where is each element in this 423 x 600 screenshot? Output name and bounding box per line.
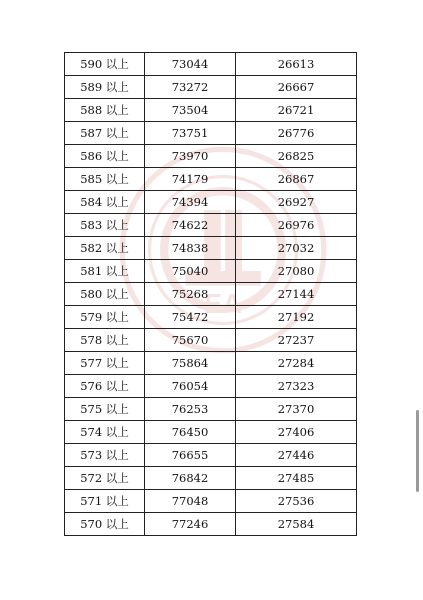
table-row <box>65 490 357 513</box>
table-row <box>65 122 357 145</box>
score-cell: 574 以上 <box>65 421 145 444</box>
cumulative-b-cell: 26721 <box>236 99 357 122</box>
score-cell: 577 以上 <box>65 352 145 375</box>
cumulative-a-cell: 76253 <box>145 398 236 421</box>
score-cell: 576 以上 <box>65 375 145 398</box>
table-row <box>65 283 357 306</box>
cumulative-a-cell: 75268 <box>145 283 236 306</box>
cumulative-b-cell: 26825 <box>236 145 357 168</box>
score-cell: 582 以上 <box>65 237 145 260</box>
table-row <box>65 76 357 99</box>
cumulative-b-cell: 27144 <box>236 283 357 306</box>
cumulative-a-cell: 73751 <box>145 122 236 145</box>
cumulative-b-cell: 27446 <box>236 444 357 467</box>
table-row <box>65 260 357 283</box>
table-row <box>65 191 357 214</box>
cumulative-a-cell: 76054 <box>145 375 236 398</box>
cumulative-b-cell: 27284 <box>236 352 357 375</box>
cumulative-a-cell: 77048 <box>145 490 236 513</box>
table-row <box>65 145 357 168</box>
cumulative-b-cell: 27192 <box>236 306 357 329</box>
cumulative-b-cell: 26667 <box>236 76 357 99</box>
score-cell: 580 以上 <box>65 283 145 306</box>
cumulative-b-cell: 27406 <box>236 421 357 444</box>
cumulative-a-cell: 76842 <box>145 467 236 490</box>
seal-letters: EA <box>204 288 242 319</box>
score-cell: 584 以上 <box>65 191 145 214</box>
score-cell: 571 以上 <box>65 490 145 513</box>
cumulative-a-cell: 77246 <box>145 513 236 536</box>
cumulative-b-cell: 27370 <box>236 398 357 421</box>
score-cell: 573 以上 <box>65 444 145 467</box>
cumulative-b-cell: 26927 <box>236 191 357 214</box>
cumulative-a-cell: 76450 <box>145 421 236 444</box>
table-row <box>65 99 357 122</box>
table-row <box>65 513 357 536</box>
score-table <box>64 52 357 536</box>
score-cell: 579 以上 <box>65 306 145 329</box>
cumulative-a-cell: 75670 <box>145 329 236 352</box>
score-cell: 578 以上 <box>65 329 145 352</box>
score-cell: 586 以上 <box>65 145 145 168</box>
cumulative-b-cell: 27536 <box>236 490 357 513</box>
table-row <box>65 398 357 421</box>
table-row <box>65 444 357 467</box>
table-row <box>65 352 357 375</box>
score-cell: 570 以上 <box>65 513 145 536</box>
cumulative-b-cell: 27032 <box>236 237 357 260</box>
cumulative-b-cell: 27485 <box>236 467 357 490</box>
cumulative-a-cell: 75040 <box>145 260 236 283</box>
cumulative-b-cell: 27237 <box>236 329 357 352</box>
table-row <box>65 329 357 352</box>
table-body <box>65 53 357 536</box>
cumulative-a-cell: 74394 <box>145 191 236 214</box>
cumulative-b-cell: 26976 <box>236 214 357 237</box>
cumulative-b-cell: 27584 <box>236 513 357 536</box>
cumulative-a-cell: 73272 <box>145 76 236 99</box>
score-cell: 588 以上 <box>65 99 145 122</box>
score-cell: 581 以上 <box>65 260 145 283</box>
table-row <box>65 375 357 398</box>
score-cell: 590 以上 <box>65 53 145 76</box>
cumulative-a-cell: 74179 <box>145 168 236 191</box>
cumulative-b-cell: 26776 <box>236 122 357 145</box>
score-cell: 572 以上 <box>65 467 145 490</box>
table-row <box>65 53 357 76</box>
table-row <box>65 237 357 260</box>
table-row <box>65 214 357 237</box>
score-cell: 585 以上 <box>65 168 145 191</box>
score-cell: 589 以上 <box>65 76 145 99</box>
cumulative-a-cell: 73044 <box>145 53 236 76</box>
cumulative-b-cell: 27080 <box>236 260 357 283</box>
score-cell: 575 以上 <box>65 398 145 421</box>
vertical-scrollbar[interactable] <box>416 410 419 492</box>
cumulative-b-cell: 26613 <box>236 53 357 76</box>
table-row <box>65 306 357 329</box>
cumulative-a-cell: 73504 <box>145 99 236 122</box>
cumulative-b-cell: 26867 <box>236 168 357 191</box>
cumulative-b-cell: 27323 <box>236 375 357 398</box>
table-row <box>65 168 357 191</box>
cumulative-a-cell: 74838 <box>145 237 236 260</box>
cumulative-a-cell: 75864 <box>145 352 236 375</box>
score-cell: 587 以上 <box>65 122 145 145</box>
table-row <box>65 421 357 444</box>
cumulative-a-cell: 73970 <box>145 145 236 168</box>
cumulative-a-cell: 74622 <box>145 214 236 237</box>
table-row <box>65 467 357 490</box>
score-cell: 583 以上 <box>65 214 145 237</box>
cumulative-a-cell: 75472 <box>145 306 236 329</box>
cumulative-a-cell: 76655 <box>145 444 236 467</box>
